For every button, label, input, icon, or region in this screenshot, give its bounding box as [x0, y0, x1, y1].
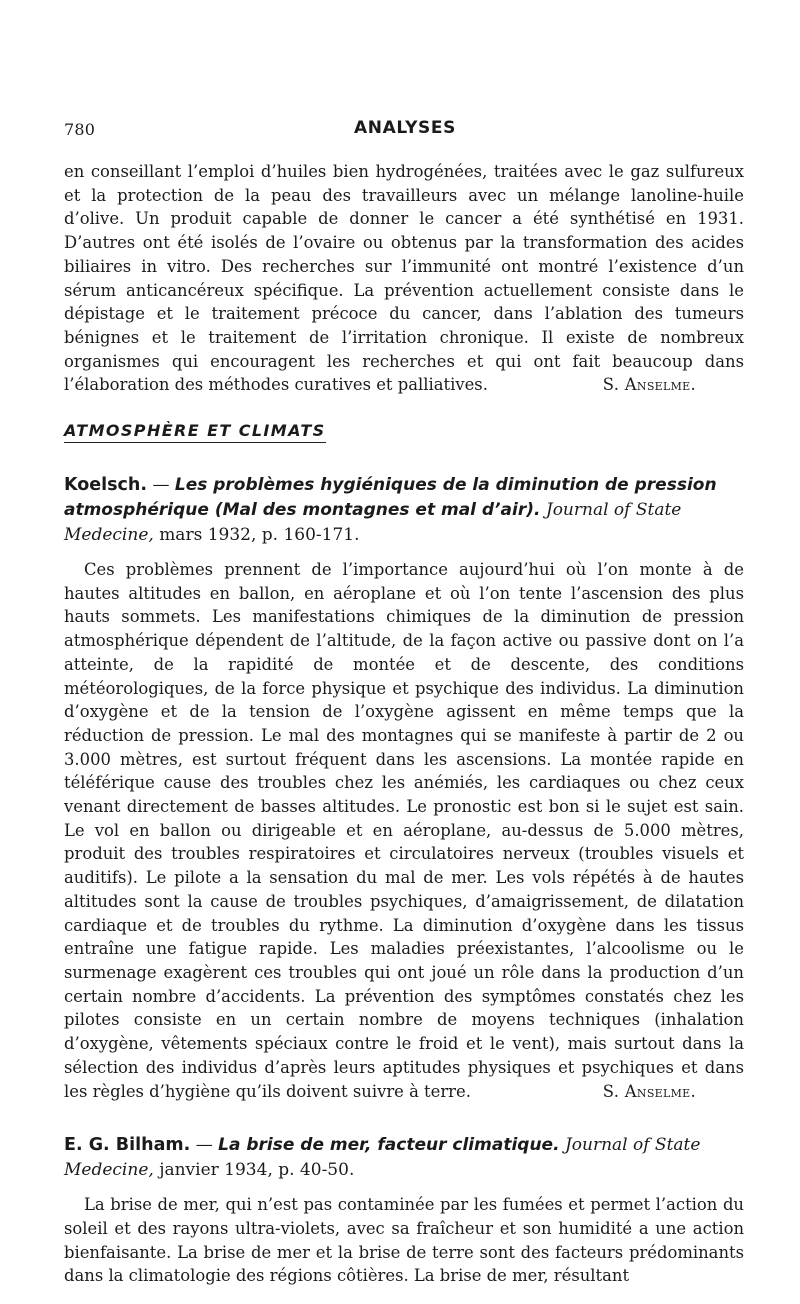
entry-body	[64, 558, 744, 1103]
article-entry-koelsch	[64, 473, 744, 1103]
article-entry-bilham	[64, 1133, 744, 1288]
entry-dash: —	[152, 475, 170, 496]
entry-title	[64, 1133, 744, 1183]
entry-dash: —	[195, 1135, 213, 1156]
section-heading: ATMOSPHÈRE ET CLIMATS	[64, 421, 326, 443]
entry-body-text: La brise de mer, qui n’est pas contaminée par les fumées et permet l’action du soleil et des rayons ultra-violets, avec sa fraîcheur et son humidité a une action bienfaisante. La brise de mer et la brise de terre sont des facteurs prédominants dans la climatologie des régions côtières. La brise de mer, résultant	[64, 1195, 744, 1286]
page-header	[64, 118, 744, 148]
entry-signature: S. Anselme.	[602, 1081, 696, 1101]
entry-title-text: Les problèmes hygiéniques de la diminution de pression atmosphérique (Mal des montagnes et mal d’air).	[64, 475, 717, 521]
running-title: ANALYSES	[354, 118, 456, 138]
intro-signature: S. Anselme.	[602, 375, 696, 395]
entry-citation: janvier 1934, p. 40-50.	[159, 1160, 355, 1181]
intro-block	[64, 160, 744, 397]
entry-author: Koelsch.	[64, 475, 148, 496]
page-number: 780	[64, 120, 96, 139]
entry-body-block	[64, 558, 744, 1103]
entry-journal: Journal of State Medecine,	[64, 1135, 701, 1181]
entry-citation: mars 1932, p. 160-171.	[159, 525, 360, 546]
intro-text: en conseillant l’emploi d’huiles bien hydrogénées, traitées avec le gaz sulfureux et la protection de la peau des travailleurs avec un mélange lanoline-huile d’olive. Un produit capable de donner le cancer a été synthétisé en 1931. D’autres ont été isolés de l’ovaire ou obtenus par la transformation des acides biliaires in vitro. Des recherches sur l’immunité ont montré l’existence d’un sérum anticancéreux spécifique. La prévention actuellement consiste dans le dépistage et le traitement précoce du cancer, dans l’ablation des tumeurs bénignes et le traitement de l’irritation chronique. Il existe de nombreux organismes qui encouragent les recherches et qui ont fait beaucoup dans l’élaboration des méthodes curatives et palliatives.	[64, 162, 744, 395]
intro-paragraph	[64, 160, 744, 397]
entry-journal: Journal of State Medecine,	[64, 500, 682, 546]
entry-body	[64, 1193, 744, 1288]
journal-page	[64, 118, 744, 1288]
entry-title	[64, 473, 744, 548]
entry-body-text: Ces problèmes prennent de l’importance aujourd’hui où l’on monte à de hautes altitudes en ballon, en aéroplane et où l’on tente l’ascension des plus hauts sommets. Les manifestations chimiques de la diminution de pression atmosphérique dépendent de l’altitude, de la façon active ou passive dont on l’a atteinte, de la rapidité de montée et de descente, des conditions météorologiques, de la force physique et psychique des individus. La diminution d’oxygène et de la tension de l’oxygène agissent en même temps que la réduction de pression. Le mal des montagnes qui se manifeste à partir de 2 ou 3.000 mètres, est surtout fréquent dans les ascensions. La montée rapide en téléférique cause des troubles chez les anémiés, les cardiaques ou chez ceux venant directement de basses altitudes. Le pronostic est bon si le sujet est sain. Le vol en ballon ou dirigeable et en aéroplane, au-dessus de 5.000 mètres, produit des troubles respiratoires et circulatoires nerveux (troubles visuels et auditifs). Le pilote a la sensation du mal de mer. Les vols répétés à de hautes altitudes sont la cause de troubles psychiques, d’amaigrissement, de dilatation cardiaque et de troubles du rythme. La diminution d’oxygène dans les tissus entraîne une fatigue rapide. Les maladies préexistantes, l’alcoolisme ou le surmenage exagèrent ces troubles qui ont joué un rôle dans la production d’un certain nombre d’accidents. La prévention des symptômes constatés chez les pilotes consiste en un certain nombre de moyens techniques (inhalation d’oxygène, vêtements spéciaux contre le froid et le vent), mais surtout dans la sélection des individus d’après leurs aptitudes physiques et psychiques et dans les règles d’hygiène qu’ils doivent suivre à terre.	[64, 560, 744, 1101]
entry-author: E. G. Bilham.	[64, 1135, 191, 1156]
entry-title-text: La brise de mer, facteur climatique.	[218, 1135, 560, 1156]
